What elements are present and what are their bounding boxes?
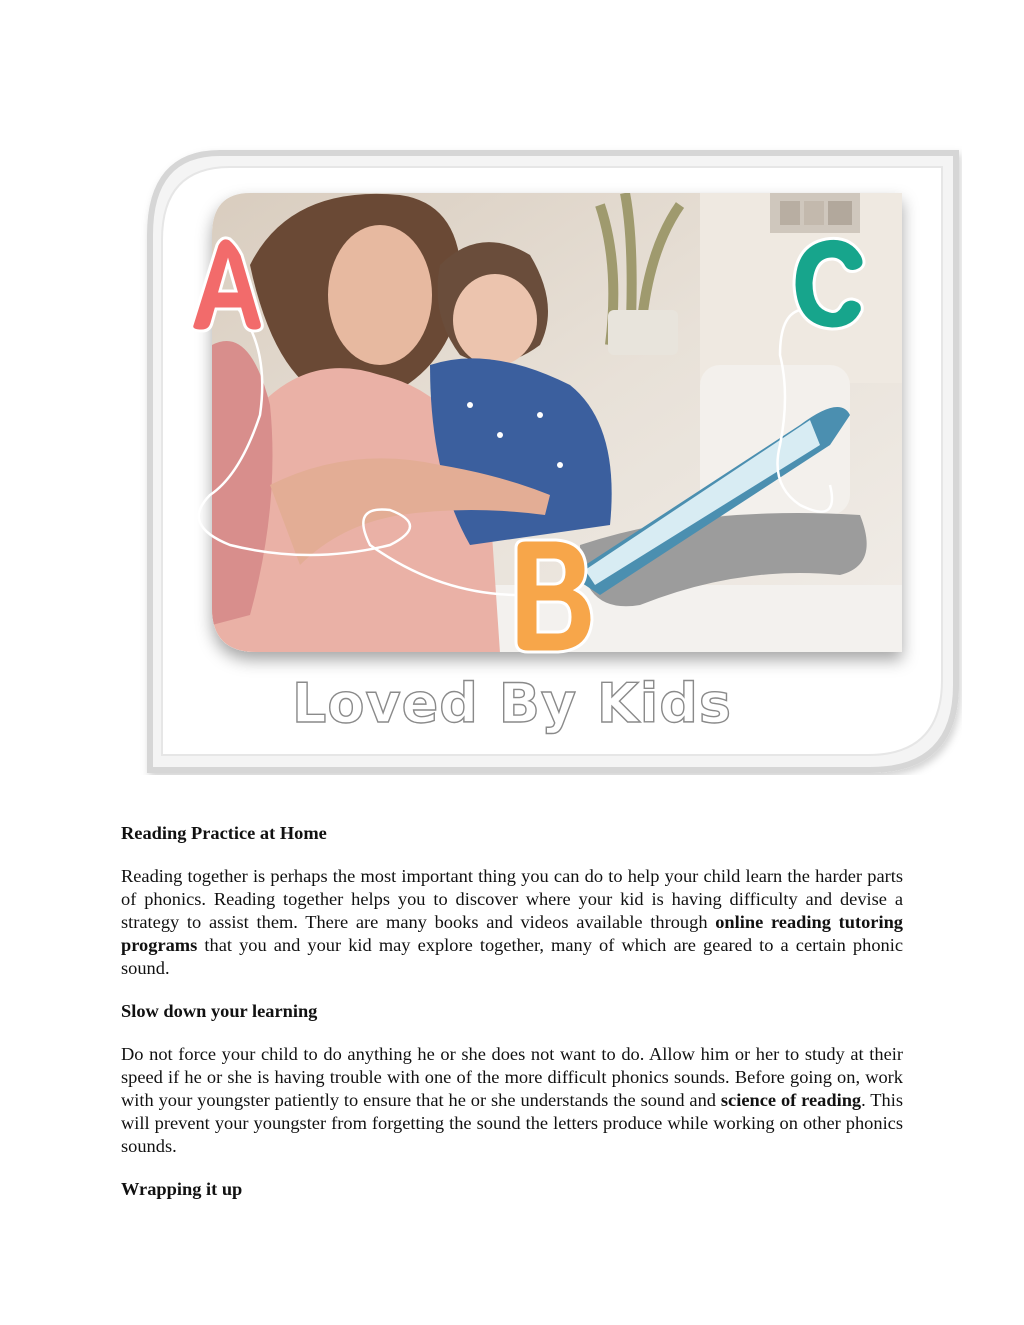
paragraph-text: Do not force your child to do anything he or she does not want to do. Allow him or her to study at their speed if he or she is having trouble with one of the more difficult phonics sounds. Before going on, work with your youngster patiently to ensure that he or she understands the sound and	[121, 1044, 903, 1110]
paragraph-text: . This will prevent your youngster from forgetting the sound the letters produce while working on other phonics sounds.	[121, 1090, 903, 1156]
section-paragraph	[121, 865, 903, 980]
document-body	[121, 822, 903, 1221]
section-heading: Reading Practice at Home	[121, 823, 327, 843]
hero-caption: Loved By Kids	[291, 672, 733, 735]
bold-link-text: online reading tutoring programs	[121, 912, 904, 955]
section-heading: Wrapping it up	[121, 1179, 243, 1199]
paragraph-text: that you and your kid may explore together, many of which are geared to a certain phonic sound.	[121, 935, 903, 978]
section-paragraph	[121, 1043, 903, 1158]
paragraph-text: Reading together is perhaps the most important thing you can do to help your child learn the harder parts of phonics. Reading together helps you to discover where your kid is having difficulty and devise a strategy to assist them. There are many books and videos available through	[121, 866, 903, 932]
section-heading: Slow down your learning	[121, 1001, 318, 1021]
letter-b-graphic	[516, 540, 592, 652]
bold-link-text: science of reading	[720, 1090, 862, 1110]
